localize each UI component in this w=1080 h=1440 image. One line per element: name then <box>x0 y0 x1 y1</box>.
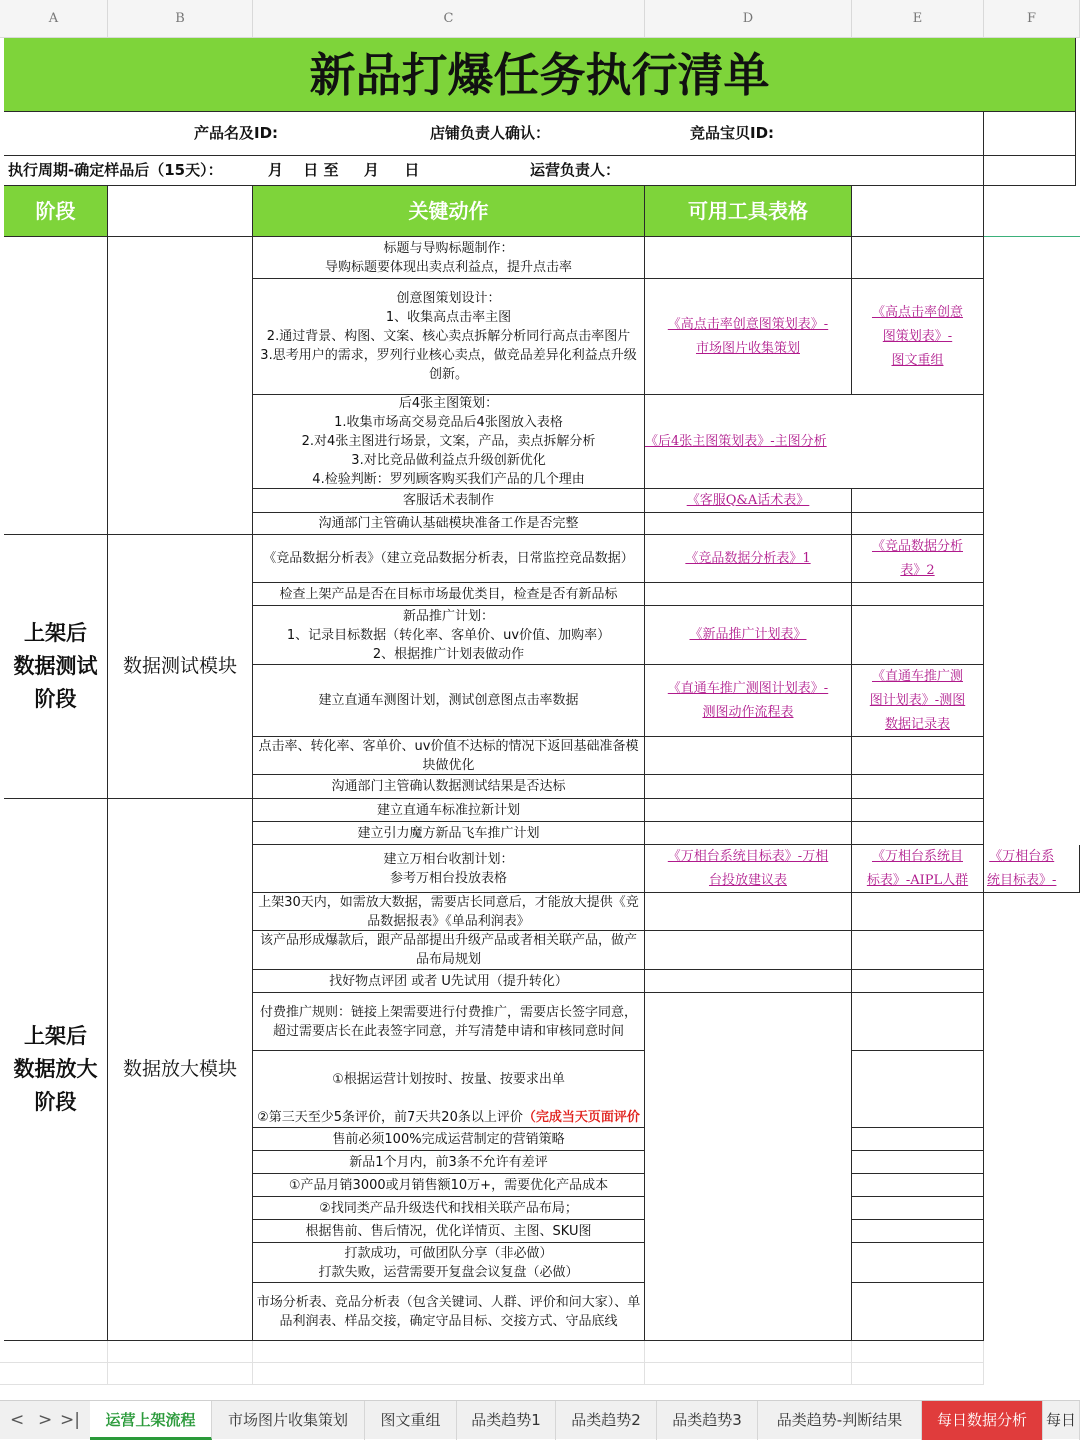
tool-link[interactable]: 《直通车推广测 图计划表》-测图 数据记录表 <box>852 665 984 737</box>
tool-link[interactable]: 《新品推广计划表》 <box>645 606 852 665</box>
empty-cell[interactable] <box>108 1363 253 1385</box>
action-cell[interactable]: 标题与导购标题制作： 导购标题要体现出卖点利益点，提升点击率 <box>253 237 645 279</box>
competitor-id-label: 竞品宝贝ID: <box>690 124 775 142</box>
cell[interactable] <box>645 737 852 775</box>
tool-link[interactable]: 《竞品数据分析表》1 <box>645 535 852 583</box>
cell[interactable] <box>984 112 1076 156</box>
action-cell[interactable]: ①产品月销3000或月销售额10万+，需要优化产品成本 <box>253 1174 645 1197</box>
cell[interactable] <box>852 737 984 775</box>
stage-label[interactable]: 上架后 数据放大 阶段 <box>4 799 108 1341</box>
action-cell[interactable]: 沟通部门主管确认基础模块准备工作是否完整 <box>253 513 645 535</box>
module-cell-1[interactable] <box>108 237 253 535</box>
cell[interactable] <box>852 1051 984 1128</box>
column-header-b[interactable]: B <box>108 0 253 38</box>
ops-owner-label: 运营负责人： <box>530 161 621 179</box>
tab-sheet-7[interactable]: 品类趋势-判断结果 <box>758 1401 922 1440</box>
tab-sheet-9[interactable]: 每日 <box>1043 1401 1080 1440</box>
cell[interactable] <box>984 156 1076 186</box>
cell[interactable] <box>645 931 852 970</box>
column-header-a[interactable]: A <box>0 0 108 38</box>
cell[interactable] <box>645 237 852 279</box>
tool-link[interactable]: 《高点击率创意 图策划表》- 图文重组 <box>852 279 984 395</box>
action-cell[interactable]: 客服话术表制作 <box>253 489 645 513</box>
cell[interactable] <box>645 775 852 799</box>
tab-sheet-3[interactable]: 图文重组 <box>365 1401 457 1440</box>
empty-cell[interactable] <box>645 1341 852 1363</box>
period-label: 执行周期-确定样品后（15天）： <box>8 161 223 179</box>
action-cell[interactable]: 检查上架产品是否在目标市场最优类目，检查是否有新品标 <box>253 583 645 606</box>
column-header-d[interactable]: D <box>645 0 852 38</box>
info-row-1[interactable] <box>4 112 984 156</box>
sheet-tab-bar <box>0 1400 1080 1439</box>
cell[interactable] <box>852 1197 984 1220</box>
cell[interactable] <box>852 513 984 535</box>
tab-sheet-5[interactable]: 品类趋势2 <box>556 1401 657 1440</box>
cell[interactable] <box>645 970 852 993</box>
cell[interactable] <box>645 893 852 931</box>
cell[interactable] <box>852 1243 984 1283</box>
module-label[interactable]: 数据测试模块 <box>108 535 253 799</box>
product-id-label: 产品名及ID: <box>194 124 279 142</box>
action-cell[interactable]: 根据售前、售后情况，优化详情页、主图、SKU图 <box>253 1220 645 1243</box>
cell[interactable] <box>852 775 984 799</box>
tool-link[interactable]: 《万相台系 统目标表》- <box>984 845 1080 893</box>
cell[interactable] <box>852 893 984 931</box>
review-rule-2-note: （完成当天页面评价 <box>522 1110 640 1125</box>
tab-sheet-1[interactable]: 运营上架流程 <box>90 1401 212 1440</box>
column-header-f[interactable]: F <box>984 0 1080 38</box>
sheet-title[interactable]: 新品打爆任务执行清单 <box>4 38 1076 112</box>
shop-owner-label: 店铺负责人确认： <box>430 124 551 142</box>
cell[interactable] <box>852 1128 984 1151</box>
empty-cell[interactable] <box>0 1363 108 1385</box>
cell[interactable] <box>645 822 852 845</box>
tool-link[interactable]: 《万相台系统目 标表》-AIPL人群 <box>852 845 984 893</box>
action-cell[interactable]: 找好物点评团 或者 U先试用（提升转化） <box>253 970 645 993</box>
action-cell[interactable]: 该产品形成爆款后，跟产品部提出升级产品或者相关联产品，做产品布局规划 <box>253 931 645 970</box>
review-rules-cell[interactable] <box>253 1051 645 1128</box>
tool-link[interactable]: 《客服Q&A话术表》 <box>645 489 852 513</box>
cell[interactable] <box>852 822 984 845</box>
cell[interactable] <box>852 186 984 237</box>
cell[interactable] <box>852 993 984 1051</box>
tool-link[interactable]: 《万相台系统目标表》-万相 台投放建议表 <box>645 845 852 893</box>
action-cell[interactable]: 建立直通车测图计划，测试创意图点击率数据 <box>253 665 645 737</box>
cell[interactable] <box>852 1283 984 1341</box>
stage-cell-1[interactable] <box>4 237 108 535</box>
header-tools[interactable]: 可用工具表格 <box>645 186 852 237</box>
column-header-bar <box>0 0 1080 38</box>
tool-link[interactable]: 《竞品数据分析 表》2 <box>852 535 984 583</box>
empty-cell[interactable] <box>852 1363 984 1385</box>
cell[interactable] <box>852 970 984 993</box>
header-stage[interactable]: 阶段 <box>4 186 108 237</box>
stage-label[interactable]: 上架后 数据测试 阶段 <box>4 535 108 799</box>
empty-cell[interactable] <box>253 1341 645 1363</box>
next-sheet-icon[interactable]: > <box>38 1410 53 1430</box>
action-cell[interactable]: 建立引力魔方新品飞车推广计划 <box>253 822 645 845</box>
empty-cell[interactable] <box>645 1363 852 1385</box>
action-cell[interactable]: 打款成功，可做团队分享（非必做） 打款失败，运营需要开复盘会议复盘（必做） <box>253 1243 645 1283</box>
cell[interactable] <box>852 237 984 279</box>
action-cell[interactable]: 《竞品数据分析表》（建立竞品数据分析表，日常监控竞品数据） <box>253 535 645 583</box>
action-cell[interactable]: 付费推广规则：链接上架需要进行付费推广，需要店长签字同意，超过需要店长在此表签字同意，并写清楚申请和审核同意时间 <box>253 993 645 1051</box>
cell[interactable] <box>852 606 984 665</box>
action-cell[interactable]: 创意图策划设计： 1、收集高点击率主图 2.通过背景、构图、文案、核心卖点拆解分析同行高点击率图片 3.思考用户的需求，罗列行业核心卖点，做竞品差异化利益点升级创新。 <box>253 279 645 395</box>
action-cell[interactable]: 市场分析表、竞品分析表（包含关键词、人群、评价和问大家）、单品利润表、样品交接，确定守品目标、交接方式、守品底线 <box>253 1283 645 1341</box>
tool-link[interactable]: 《高点击率创意图策划表》- 市场图片收集策划 <box>645 279 852 395</box>
cell[interactable] <box>852 583 984 606</box>
info-row-2[interactable] <box>4 156 984 186</box>
module-label[interactable]: 数据放大模块 <box>108 799 253 1341</box>
action-cell[interactable]: 建立直通车标准拉新计划 <box>253 799 645 822</box>
action-cell[interactable]: 售前必须100%完成运营制定的营销策略 <box>253 1128 645 1151</box>
selection-border <box>984 236 1080 237</box>
prev-sheet-icon[interactable]: < <box>10 1410 25 1430</box>
date-range-label: 月 日 至 月 日 <box>268 161 420 179</box>
tab-sheet-8[interactable]: 每日数据分析 <box>922 1401 1043 1440</box>
action-cell[interactable]: 建立万相台收割计划： 参考万相台投放表格 <box>253 845 645 893</box>
cell[interactable] <box>852 1174 984 1197</box>
last-sheet-icon[interactable]: >| <box>60 1410 80 1430</box>
cell[interactable] <box>645 993 852 1341</box>
cell[interactable] <box>852 489 984 513</box>
empty-cell[interactable] <box>0 1341 108 1363</box>
tab-sheet-4[interactable]: 品类趋势1 <box>457 1401 556 1440</box>
action-cell[interactable]: 点击率、转化率、客单价、uv价值不达标的情况下返回基础准备模块做优化 <box>253 737 645 775</box>
cell[interactable] <box>852 799 984 822</box>
empty-cell[interactable] <box>253 1363 645 1385</box>
tool-link[interactable]: 《后4张主图策划表》-主图分析 <box>645 395 984 489</box>
column-header-c[interactable]: C <box>253 0 645 38</box>
action-cell[interactable]: 新品1个月内，前3条不允许有差评 <box>253 1151 645 1174</box>
cell[interactable] <box>645 513 852 535</box>
empty-cell[interactable] <box>108 1341 253 1363</box>
empty-cell[interactable] <box>852 1341 984 1363</box>
cell[interactable] <box>852 1151 984 1174</box>
tool-link[interactable]: 《直通车推广测图计划表》- 测图动作流程表 <box>645 665 852 737</box>
action-cell[interactable]: 新品推广计划： 1、记录目标数据（转化率、客单价、uv价值、加购率） 2、根据推广计划表做动作 <box>253 606 645 665</box>
action-cell[interactable]: 沟通部门主管确认数据测试结果是否达标 <box>253 775 645 799</box>
review-rule-2: ②第三天至少5条评价，前7天共20条以上评价（完成当天页面评价 <box>256 1108 641 1128</box>
spreadsheet-grid[interactable] <box>0 38 1080 1400</box>
tab-sheet-2[interactable]: 市场图片收集策划 <box>212 1401 365 1440</box>
tab-sheet-6[interactable]: 品类趋势3 <box>657 1401 758 1440</box>
cell[interactable] <box>645 583 852 606</box>
review-rule-1: ①根据运营计划按时、按量、按要求出单 <box>332 1072 565 1087</box>
cell[interactable] <box>852 1220 984 1243</box>
column-header-e[interactable]: E <box>852 0 984 38</box>
header-key-action[interactable]: 关键动作 <box>253 186 645 237</box>
cell[interactable] <box>852 931 984 970</box>
action-cell[interactable]: 上架30天内，如需放大数据，需要店长同意后，才能放大提供《竞品数据报表》《单品利润表》 <box>253 893 645 931</box>
action-cell[interactable]: 后4张主图策划： 1.收集市场高交易竞品后4张图放入表格 2.对4张主图进行场景，文案，产品，卖点拆解分析 3.对比竞品做利益点升级创新优化 4.检验判断：罗列顾客购买我们产品的几个理由 <box>253 395 645 489</box>
header-empty-b[interactable] <box>108 186 253 237</box>
action-cell[interactable]: ②找同类产品升级迭代和找相关联产品布局； <box>253 1197 645 1220</box>
cell[interactable] <box>645 799 852 822</box>
